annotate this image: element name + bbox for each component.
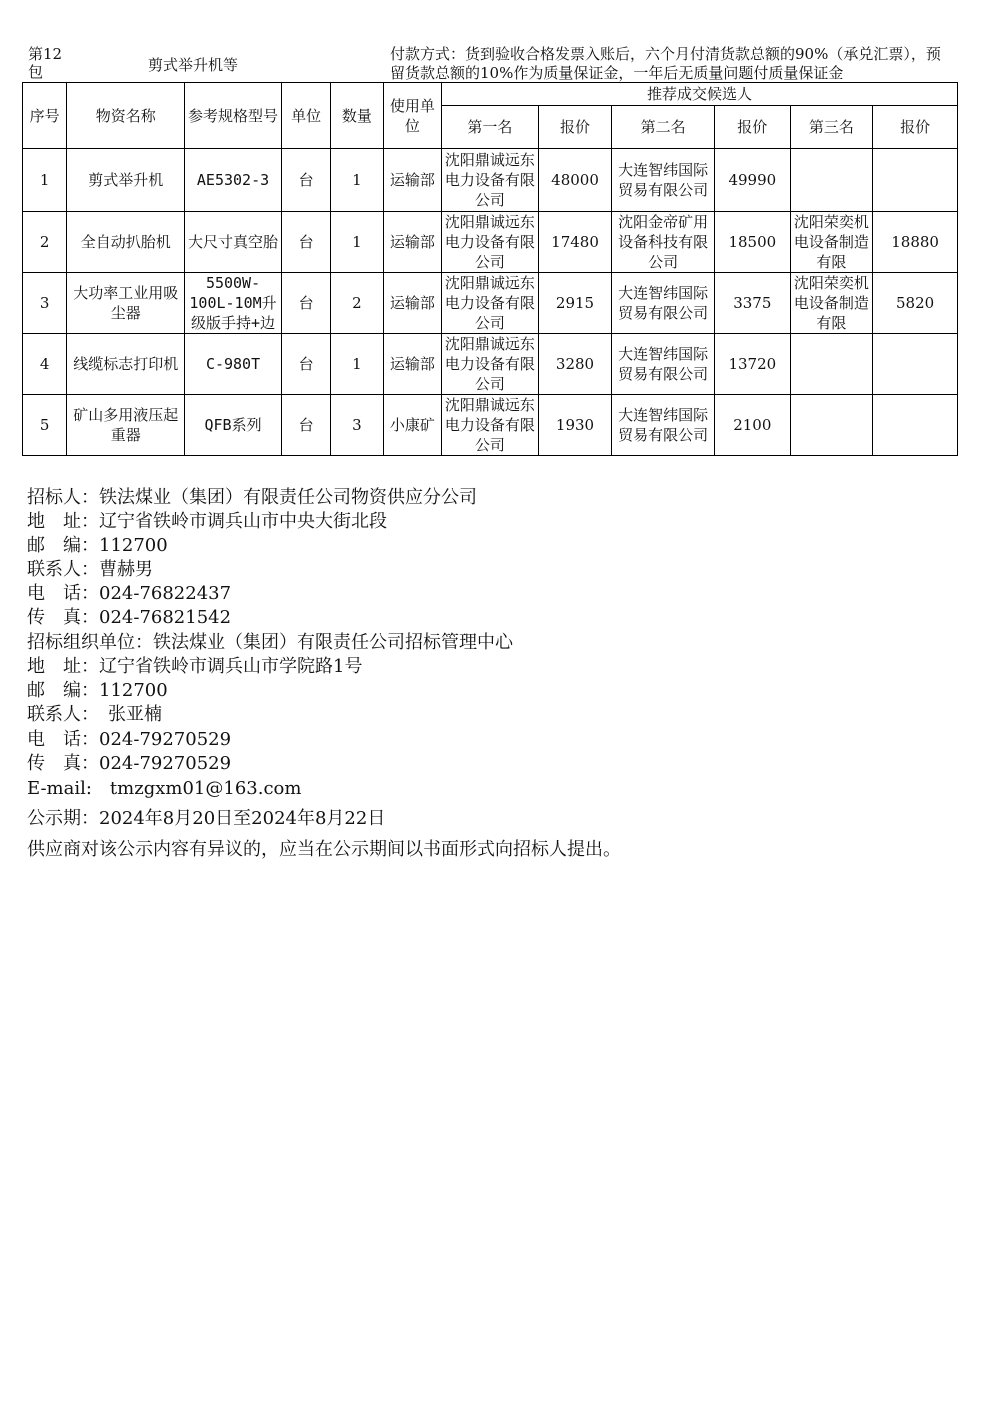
cell-seq: 3 — [23, 273, 67, 334]
fax-tenderer: 传 真：024-76821542 — [27, 607, 232, 628]
cell-qty: 1 — [331, 334, 383, 395]
header-dept: 使用单位 — [383, 83, 441, 149]
cell-qty: 2 — [331, 273, 383, 334]
cell-price2: 2100 — [715, 395, 791, 456]
address-organizer: 地 址：辽宁省铁岭市调兵山市学院路1号 — [27, 656, 363, 677]
phone-organizer: 电 话：024-79270529 — [27, 729, 232, 750]
cell-price3: 18880 — [873, 212, 958, 273]
organizer: 招标组织单位：铁法煤业（集团）有限责任公司招标管理中心 — [27, 632, 513, 653]
cell-unit: 台 — [281, 334, 330, 395]
package-name: 剪式举升机等 — [148, 56, 239, 74]
cell-unit: 台 — [281, 273, 330, 334]
cell-qty: 1 — [331, 149, 383, 212]
header-candidates: 推荐成交候选人 — [442, 83, 958, 106]
cell-spec: 大尺寸真空胎 — [188, 233, 279, 251]
table-row — [23, 212, 958, 273]
table-row — [23, 395, 958, 456]
cell-unit: 台 — [281, 212, 330, 273]
payment-terms: 付款方式：货到验收合格发票入账后，六个月付清货款总额的90%（承兑汇票），预留货款总额的10%作为质量保证金，一年后无质量问题付质量保证金 — [390, 45, 941, 82]
cell-first: 沈阳鼎诚远东电力设备有限公司 — [444, 396, 535, 454]
phone-tenderer: 电 话：024-76822437 — [27, 583, 232, 604]
cell-price2: 18500 — [715, 212, 791, 273]
cell-first: 沈阳鼎诚远东电力设备有限公司 — [444, 213, 535, 271]
header-seq: 序号 — [23, 83, 67, 149]
publicity-period: 公示期：2024年8月20日至2024年8月22日 — [27, 808, 386, 829]
cell-seq: 2 — [23, 212, 67, 273]
cell-spec: C-980T — [185, 334, 282, 395]
header-third: 第三名 — [790, 106, 873, 149]
cell-third: 沈阳荣奕机电设备制造有限 — [793, 213, 869, 271]
cell-spec: AE5302-3 — [185, 149, 282, 212]
cell-price1: 48000 — [538, 149, 612, 212]
cell-price1: 17480 — [538, 212, 612, 273]
table-row — [23, 334, 958, 395]
objection-notice: 供应商对该公示内容有异议的，应当在公示期间以书面形式向招标人提出。 — [27, 839, 621, 860]
postcode-tenderer: 邮 编：112700 — [27, 535, 168, 556]
cell-price3 — [873, 149, 958, 212]
cell-third: 沈阳荣奕机电设备制造有限 — [793, 274, 869, 332]
header-second: 第二名 — [612, 106, 715, 149]
cell-first: 沈阳鼎诚远东电力设备有限公司 — [444, 335, 535, 393]
postcode-organizer: 邮 编：112700 — [27, 680, 168, 701]
header-price1: 报价 — [538, 106, 612, 149]
bid-table — [22, 82, 958, 456]
cell-price2: 13720 — [715, 334, 791, 395]
fax-organizer: 传 真：024-79270529 — [27, 753, 232, 774]
cell-spec: 5500W-100L-10M升级版手持+边 — [189, 274, 277, 332]
cell-price3 — [873, 395, 958, 456]
cell-seq: 5 — [23, 395, 67, 456]
cell-spec: QFB系列 — [185, 395, 282, 456]
cell-second: 大连智纬国际贸易有限公司 — [618, 406, 709, 444]
header-first: 第一名 — [442, 106, 539, 149]
cell-qty: 1 — [331, 212, 383, 273]
cell-price2: 49990 — [715, 149, 791, 212]
cell-price2: 3375 — [715, 273, 791, 334]
cell-dept: 运输部 — [383, 273, 441, 334]
cell-dept: 运输部 — [383, 212, 441, 273]
cell-price3: 5820 — [873, 273, 958, 334]
cell-dept: 运输部 — [383, 334, 441, 395]
cell-second: 大连智纬国际贸易有限公司 — [618, 345, 709, 383]
header-price3: 报价 — [873, 106, 958, 149]
cell-name: 全自动扒胎机 — [67, 212, 185, 273]
cell-name: 大功率工业用吸尘器 — [67, 273, 185, 334]
cell-name: 线缆标志打印机 — [67, 334, 185, 395]
email: E-mail: tmzgxm01@163.com — [27, 778, 302, 799]
cell-second: 大连智纬国际贸易有限公司 — [618, 284, 709, 322]
cell-name: 剪式举升机 — [67, 149, 185, 212]
cell-dept: 运输部 — [383, 149, 441, 212]
header-price2: 报价 — [715, 106, 791, 149]
table-row — [23, 149, 958, 212]
cell-qty: 3 — [331, 395, 383, 456]
cell-second: 大连智纬国际贸易有限公司 — [618, 161, 709, 199]
cell-seq: 4 — [23, 334, 67, 395]
cell-second: 沈阳金帝矿用设备科技有限公司 — [618, 213, 709, 271]
header-unit: 单位 — [281, 83, 330, 149]
cell-first: 沈阳鼎诚远东电力设备有限公司 — [444, 274, 535, 332]
package-number: 第12包 — [28, 45, 63, 81]
contact-person-tenderer: 联系人：曹赫男 — [27, 559, 153, 580]
cell-seq: 1 — [23, 149, 67, 212]
contact-person-organizer: 联系人： 张亚楠 — [27, 704, 162, 725]
cell-unit: 台 — [281, 395, 330, 456]
header-name: 物资名称 — [67, 83, 185, 149]
cell-dept: 小康矿 — [383, 395, 441, 456]
cell-name: 矿山多用液压起重器 — [67, 395, 185, 456]
header-spec: 参考规格型号 — [185, 83, 282, 149]
address-tenderer: 地 址：辽宁省铁岭市调兵山市中央大街北段 — [27, 511, 387, 532]
cell-price3 — [873, 334, 958, 395]
cell-price1: 1930 — [538, 395, 612, 456]
tenderer: 招标人：铁法煤业（集团）有限责任公司物资供应分公司 — [27, 487, 477, 508]
header-qty: 数量 — [331, 83, 383, 149]
cell-price1: 2915 — [538, 273, 612, 334]
cell-first: 沈阳鼎诚远东电力设备有限公司 — [444, 151, 535, 209]
cell-unit: 台 — [281, 149, 330, 212]
table-row — [23, 273, 958, 334]
cell-price1: 3280 — [538, 334, 612, 395]
